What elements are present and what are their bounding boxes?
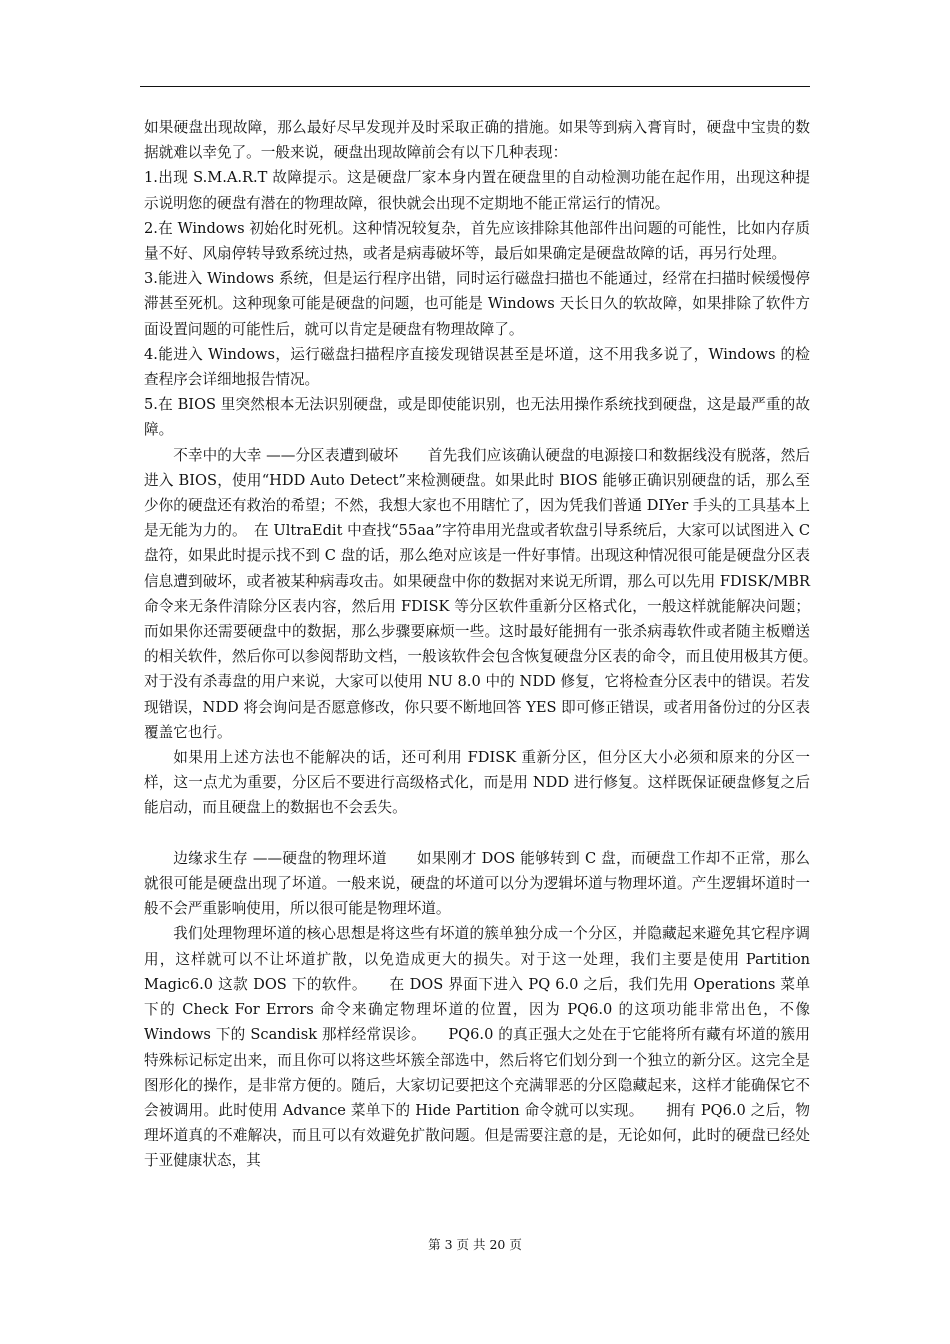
paragraph-symptom-2: 2.在 Windows 初始化时死机。这种情况较复杂，首先应该排除其他部件出问题的可能性，比如内存质量不好、风扇停转导致系统过热，或者是病毒破坏等，最后如果确定是硬盘故障的话，再另行处理。 <box>144 219 810 263</box>
paragraph-symptom-5: 5.在 BIOS 里突然根本无法识别硬盘，或是即使能识别，也无法用操作系统找到硬盘，这是最严重的故障。 <box>144 396 810 439</box>
paragraph-fdisk-repartition: 如果用上述方法也不能解决的话，还可利用 FDISK 重新分区，但分区大小必须和原来的分区一样，这一点尤为重要，分区后不要进行高级格式化，而是用 NDD 进行修复。这样既保证硬盘修复之后能启动，而且硬盘上的数据也不会丢失。 <box>144 749 810 817</box>
page-footer <box>0 1237 950 1253</box>
paragraph-partition-table: 不幸中的大幸 ——分区表遭到破坏 首先我们应该确认硬盘的电源接口和数据线没有脱落，然后进入 BIOS，使用“HDD Auto Detect”来检测硬盘。如果此时 BIOS 能够正确识别硬盘的话，那么至少你的硬盘还有救治的希望；不然，我想大家也不用瞎忙了，因为凭我们普通 DIYer 手头的工具基本上是无能为力的。 在 UltraEdit 中查找“55aa”字符串用光盘或者软盘引导系统后，大家可以试图进入 C 盘符，如果此时提示找不到 C 盘的话，那么绝对应该是一件好事情。出现这种情况很可能是硬盘分区表信息遭到破坏，或者被某种病毒攻击。如果硬盘中你的数据对来说无所谓，那么可以先用 FDISK/MBR 命令来无条件清除分区表内容，然后用 FDISK 等分区软件重新分区格式化，一般这样就能解决问题；而如果你还需要硬盘中的数据，那么步骤要麻烦一些。这时最好能拥有一张杀病毒软件或者随主板赠送的相关软件，然后你可以参阅帮助文档，一般该软件会包含恢复硬盘分区表的命令，而且使用极其方便。 对于没有杀毒盘的用户来说，大家可以使用 NU 8.0 中的 NDD 修复，它将检查分区表中的错误。若发现错误，NDD 将会询问是否愿意修改，你只要不断地回答 YES 即可修正错误，或者用备份过的分区表覆盖它也行。 <box>144 446 840 741</box>
paragraph-partition-magic: 我们处理物理坏道的核心思想是将这些有坏道的簇单独分成一个分区，并隐藏起来避免其它程序调用，这样就可以不让坏道扩散，以免造成更大的损失。对于这一处理，我们主要是使用 Partition Magic6.0 这款 DOS 下的软件。 在 DOS 界面下进入 PQ 6.0 之后，我们先用 Operations 菜单下的 Check For Errors 命令来确定物理坏道的位置，因为 PQ6.0 的这项功能非常出色，不像 Windows 下的 Scandisk 那样经常误诊。 PQ6.0 的真正强大之处在于它能将所有藏有坏道的簇用特殊标记标定出来，而且你可以将这些坏簇全部选中，然后将它们划分到一个独立的新分区。这完全是图形化的操作，是非常方便的。随后，大家切记要把这个充满罪恶的分区隐藏起来，这样才能确保它不会被调用。此时使用 Advance 菜单下的 Hide Partition 命令就可以实现。 拥有 PQ6.0 之后，物理坏道真的不难解决，而且可以有效避免扩散问题。但是需要注意的是，无论如何，此时的硬盘已经处于亚健康状态，其 <box>144 925 810 1170</box>
header-rule <box>140 86 810 87</box>
paragraph-symptom-1: 1.出现 S.M.A.R.T 故障提示。这是硬盘厂家本身内置在硬盘里的自动检测功能在起作用，出现这种提示说明您的硬盘有潜在的物理故障，很快就会出现不定期地不能正常运行的情况。 <box>144 169 810 212</box>
paragraph-intro: 如果硬盘出现故障，那么最好尽早发现并及时采取正确的措施。如果等到病入膏肓时，硬盘中宝贵的数据就难以幸免了。一般来说，硬盘出现故障前会有以下几种表现： <box>144 119 810 162</box>
document-body <box>144 115 840 1174</box>
paragraph-symptom-4: 4.能进入 Windows，运行磁盘扫描程序直接发现错误甚至是坏道，这不用我多说了，Windows 的检查程序会详细地报告情况。 <box>144 345 810 389</box>
page-number: 第 3 页 共 20 页 <box>428 1237 522 1252</box>
paragraph-symptom-3: 3.能进入 Windows 系统，但是运行程序出错，同时运行磁盘扫描也不能通过，经常在扫描时候缓慢停滞甚至死机。这种现象可能是硬盘的问题，也可能是 Windows 天长日久的软故障，如果排除了软件方面设置问题的可能性后，就可以肯定是硬盘有物理故障了。 <box>144 270 810 338</box>
paragraph-physical-bad-sectors: 边缘求生存 ——硬盘的物理坏道 如果刚才 DOS 能够转到 C 盘，而硬盘工作却不正常，那么就很可能是硬盘出现了坏道。一般来说，硬盘的坏道可以分为逻辑坏道与物理坏道。产生逻辑坏道时一般不会严重影响使用，所以很可能是物理坏道。 <box>144 849 810 918</box>
